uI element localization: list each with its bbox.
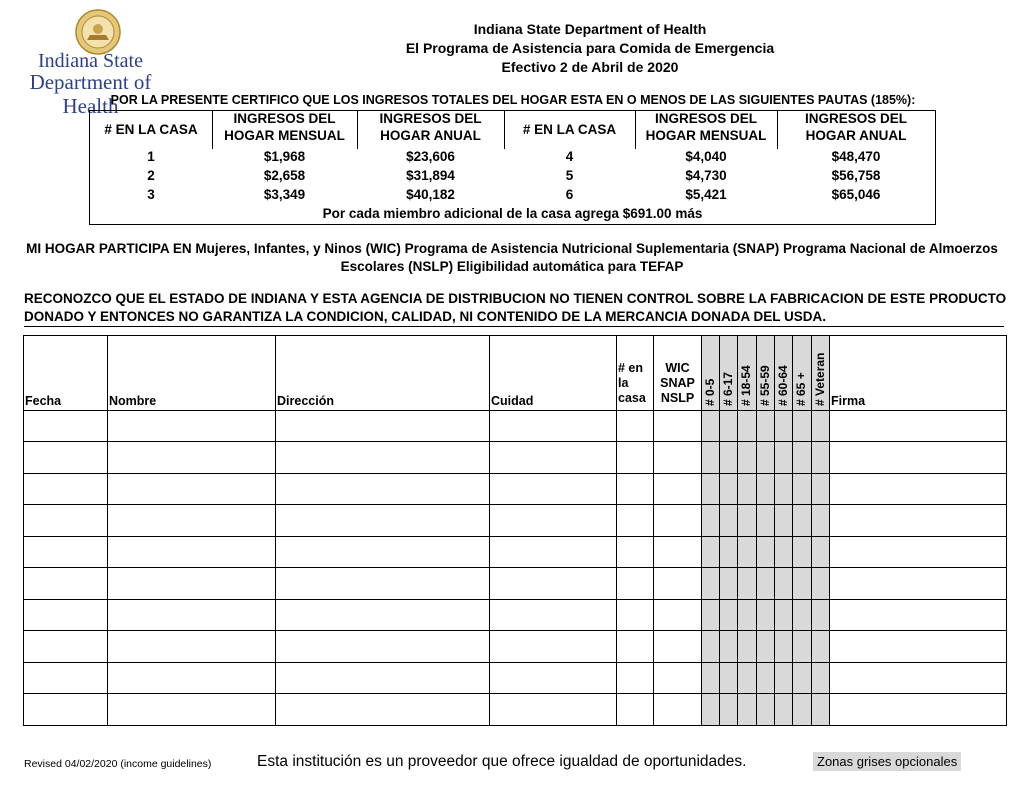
revised-date-note: Revised 04/02/2020 (income guidelines) (24, 758, 212, 770)
usda-acknowledgement-text: RECONOZCO QUE EL ESTADO DE INDIANA Y ESTA AGENCIA DE DISTRIBUCION NO TIENEN CONTROL SOBRE LA FABRICACION DE ESTE PRODUCTO DONADO Y ENTONCES NO GARANTIZA LA CONDICION, CALIDAD, NI CONTENIDO DE LA MERCANCIA DONADA DEL USDA. (24, 291, 1007, 324)
header-age-65-plus: # 65 + (794, 372, 808, 406)
income-row-monthly: $2,658 (263, 168, 306, 183)
equal-opportunity-statement: Esta institución es un proveedor que ofrece igualdad de oportunidades. (257, 753, 747, 770)
program-participation-text: MI HOGAR PARTICIPA EN Mujeres, Infantes, y Ninos (WIC) Programa de Asistencia Nutricional Suplementaria (SNAP) Programa Nacional de Almoerzos Escolares (NSLP) Eligibilidad automática para TEFAP (26, 241, 998, 274)
income-row-monthly: $5,421 (685, 187, 727, 202)
income-row-annual: $31,894 (406, 168, 455, 183)
income-row-annual: $65,046 (831, 187, 881, 202)
income-header-household: # EN LA CASA (104, 122, 198, 137)
income-row-annual: $40,182 (406, 187, 455, 202)
income-header-monthly: INGRESOS DEL HOGAR MENSUAL (224, 111, 345, 143)
signin-table (23, 335, 1007, 726)
header-en-la-casa: # en la casa (618, 361, 646, 405)
income-row-monthly: $1,968 (263, 149, 306, 164)
header-age-60-64: # 60-64 (776, 365, 790, 406)
income-row-monthly: $3,349 (263, 187, 306, 202)
income-row-n: 1 (147, 149, 155, 164)
logo-text-line1: Indiana State (38, 50, 143, 72)
header-program: El Programa de Asistencia para Comida de Emergencia (405, 40, 775, 56)
income-header-household-2: # EN LA CASA (522, 122, 617, 137)
income-row-monthly: $4,730 (685, 168, 727, 183)
header-veteran: # Veteran (813, 352, 827, 406)
header-age-18-54: # 18-54 (739, 365, 753, 406)
header-firma: Firma (831, 394, 866, 408)
header-nombre: Nombre (109, 394, 157, 408)
header-age-55-59: # 55-59 (758, 365, 772, 406)
income-additional-member: Por cada miembro adicional de la casa agrega $691.00 más (322, 206, 703, 221)
isdh-logo (8, 6, 173, 118)
header-effective-date: Efectivo 2 de Abril de 2020 (501, 59, 679, 75)
income-row-n: 4 (565, 149, 574, 164)
income-row-n: 2 (147, 168, 155, 183)
header-agency: Indiana State Department of Health (473, 21, 707, 37)
income-row-annual: $48,470 (831, 149, 881, 164)
header-cuidad: Cuidad (491, 394, 534, 408)
income-row-annual: $23,606 (406, 149, 455, 164)
header-age-0-5: # 0-5 (703, 378, 717, 406)
optional-gray-zones-legend: Zonas grises opcionales (813, 752, 961, 771)
income-guidelines-table (89, 110, 936, 225)
state-seal-icon (75, 9, 121, 55)
income-row-n: 3 (147, 187, 155, 202)
header-fecha: Fecha (25, 394, 62, 408)
income-row-n: 6 (565, 187, 574, 202)
certify-statement: POR LA PRESENTE CERTIFICO QUE LOS INGRESOS TOTALES DEL HOGAR ESTA EN O MENOS DE LAS SIGUIENTES PAUTAS (185%): (110, 93, 916, 107)
income-header-monthly-2: INGRESOS DEL HOGAR MENSUAL (645, 111, 767, 143)
header-direccion: Dirección (277, 394, 334, 408)
income-row-annual: $56,758 (831, 168, 881, 183)
income-row-n: 5 (565, 168, 574, 183)
header-programs: WIC SNAP NSLP (660, 361, 695, 405)
income-row-monthly: $4,040 (685, 149, 727, 164)
header-age-6-17: # 6-17 (721, 371, 735, 406)
income-header-annual-2: INGRESOS DEL HOGAR ANUAL (804, 111, 907, 143)
divider (24, 326, 1004, 327)
income-header-annual: INGRESOS DEL HOGAR ANUAL (379, 111, 482, 143)
logo-text-line2: Department of Health (29, 70, 152, 118)
